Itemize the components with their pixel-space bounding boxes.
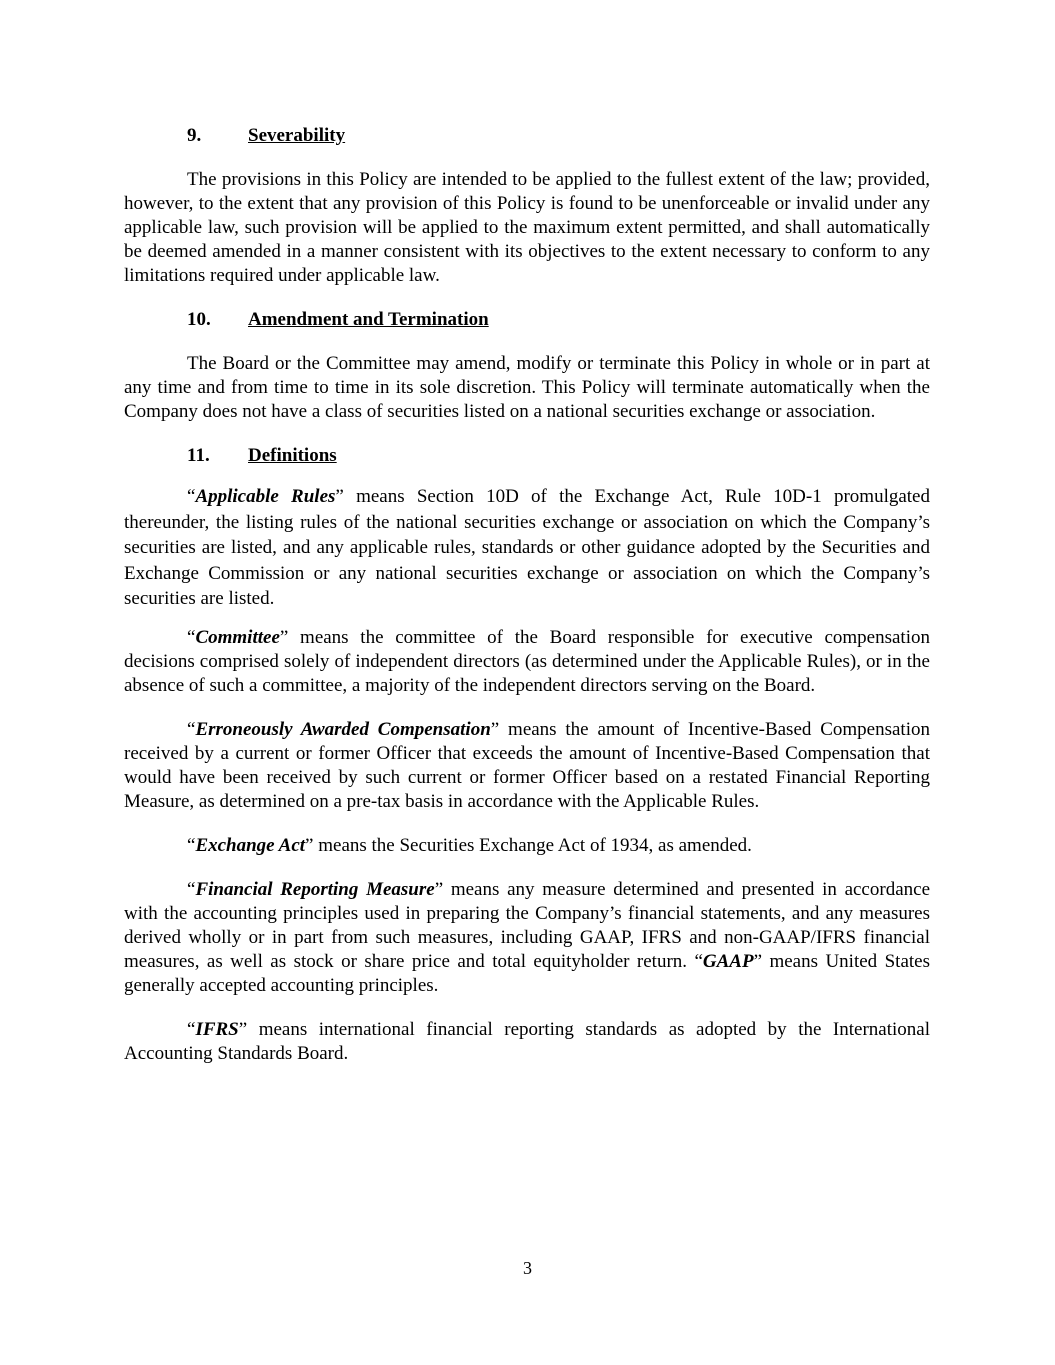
section-number: 9.: [187, 125, 202, 146]
defined-term: Erroneously Awarded Compensation: [195, 718, 491, 740]
definition-text: means any measure determined and presented in accordance with the accounting principles used in preparing the Company’s financial statements, and any measures derived wholly or in part from such measures, including GAAP, IFRS and non-GAAP/IFRS financial measures, as well as stock or share price and total equityholder return.: [124, 878, 930, 972]
section-title: Definitions: [248, 445, 337, 466]
definition-financial-reporting-measure: “Financial Reporting Measure” means any measure determined and presented in accordance with the accounting principles used in preparing the Company’s financial statements, and any measures derived wholly or in part from such measures, including GAAP, IFRS and non-GAAP/IFRS financial measures, as well as stock or share price and total equityholder return. “GAAP” means United States generally accepted accounting principles.: [124, 878, 930, 996]
definition-text-gaap: means United States generally accepted accounting principles.: [124, 950, 930, 996]
section-heading-severability: [124, 124, 930, 148]
section-body-amendment: The Board or the Committee may amend, modify or terminate this Policy in whole or in part at any time and from time to time in its sole discretion. This Policy will terminate automatically when the Company does not have a class of securities listed on a national securities exchange or association.: [124, 353, 930, 422]
definition-text: means international financial reporting standards as adopted by the International Accounting Standards Board.: [124, 1018, 930, 1064]
section-number: 10.: [187, 309, 211, 330]
section-body-severability: The provisions in this Policy are intended to be applied to the fullest extent of the law; provided, however, to the extent that any provision of this Policy is found to be unenforceable or invalid under any applicable law, such provision will be applied to the maximum extent permitted, and shall automatically be deemed amended in a manner consistent with its objectives to the extent necessary to conform to any limitations required under applicable law.: [124, 169, 930, 286]
definition-text: means Section 10D of the Exchange Act, Rule 10D-1 promulgated thereunder, the listing rules of the national securities exchange or association on which the Company’s securities are listed, and any applicable rules, standards or other guidance adopted by the Securities and Exchange Commission or any national securities exchange or association on which the Company’s securities are listed.: [124, 486, 930, 609]
section-title: Severability: [248, 125, 346, 146]
section-title: Amendment and Termination: [248, 309, 489, 330]
definition-exchange-act: “Exchange Act” means the Securities Exchange Act of 1934, as amended.: [187, 834, 752, 856]
definition-text: means the amount of Incentive-Based Compensation received by a current or former Officer that exceeds the amount of Incentive-Based Compensation that would have been received by such current or former Officer based on a restated Financial Reporting Measure, as determined on a pre-tax basis in accordance with the Applicable Rules.: [124, 718, 930, 812]
definition-erroneously-awarded-compensation: “Erroneously Awarded Compensation” means the amount of Incentive-Based Compensation received by a current or former Officer that exceeds the amount of Incentive-Based Compensation that would have been received by such current or former Officer based on a restated Financial Reporting Measure, as determined on a pre-tax basis in accordance with the Applicable Rules.: [124, 718, 930, 812]
page-number: 3: [523, 1258, 532, 1278]
document-page: [124, 124, 930, 1086]
defined-term: Exchange Act: [195, 834, 306, 856]
section-heading-definitions: [124, 444, 930, 468]
defined-term: Applicable Rules: [195, 486, 336, 507]
section-number: 11.: [187, 445, 210, 466]
definition-text: means the committee of the Board responsible for executive compensation decisions comprised solely of independent directors (as determined under the Applicable Rules), or in the absence of such a committee, a majority of the independent directors serving on the Board.: [124, 626, 930, 696]
section-heading-amendment: [124, 308, 930, 332]
defined-term-gaap: GAAP: [702, 950, 754, 972]
definition-text: means the Securities Exchange Act of 1934, as amended.: [313, 834, 752, 856]
defined-term: IFRS: [195, 1018, 239, 1040]
definition-ifrs: “IFRS” means international financial reporting standards as adopted by the International Accounting Standards Board.: [124, 1018, 930, 1064]
defined-term: Committee: [195, 626, 280, 648]
definition-applicable-rules: “Applicable Rules” means Section 10D of the Exchange Act, Rule 10D-1 promulgated thereunder, the listing rules of the national securities exchange or association on which the Company’s securities are listed, and any applicable rules, standards or other guidance adopted by the Securities and Exchange Commission or any national securities exchange or association on which the Company’s securities are listed.: [124, 486, 930, 609]
defined-term: Financial Reporting Measure: [195, 878, 435, 900]
definition-committee: “Committee” means the committee of the Board responsible for executive compensation decisions comprised solely of independent directors (as determined under the Applicable Rules), or in the absence of such a committee, a majority of the independent directors serving on the Board.: [124, 626, 930, 696]
